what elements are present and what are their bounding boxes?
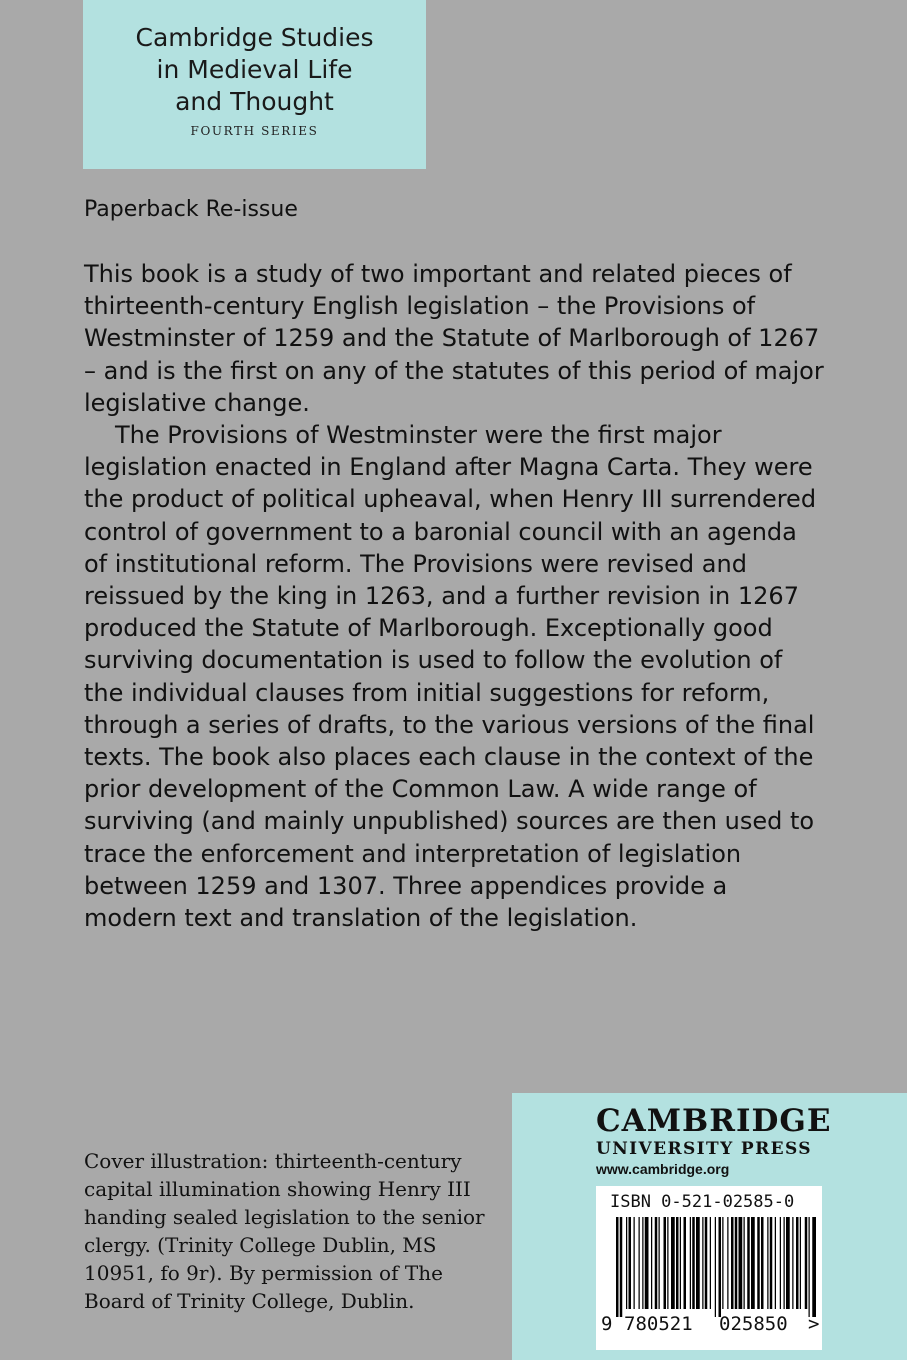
barcode-bar — [702, 1217, 703, 1309]
barcode-bar — [796, 1217, 799, 1309]
barcode-bar — [667, 1217, 668, 1309]
barcode-bar — [715, 1217, 716, 1317]
barcode-bar — [676, 1217, 679, 1309]
barcode-bar — [809, 1217, 810, 1317]
barcode-bar — [719, 1217, 722, 1317]
barcode-bar — [616, 1217, 619, 1317]
isbn-label: ISBN 0-521-02585-0 — [610, 1192, 795, 1212]
publisher-panel — [512, 1093, 907, 1360]
series-subtitle: FOURTH SERIES — [190, 124, 319, 138]
barcode-bar — [684, 1217, 687, 1309]
barcode-bar — [739, 1217, 743, 1309]
barcode-bar — [659, 1217, 660, 1309]
series-title-line2: in Medieval Life — [156, 55, 353, 84]
ean-arrow: > — [808, 1313, 820, 1335]
barcode-bar — [620, 1217, 623, 1317]
cover-credit: Cover illustration: thirteenth-century capital illumination showing Henry III handing sealed legislation to the senior clergy. (Trinity College Dublin, MS 10951, fo 9r). By permission of The Board of Trinity College, Dublin. — [84, 1149, 485, 1313]
barcode-bar — [800, 1217, 801, 1309]
barcode-bar — [731, 1217, 734, 1309]
barcode-bar — [671, 1217, 675, 1309]
barcode-bar — [651, 1217, 652, 1309]
barcode-bar — [645, 1217, 649, 1309]
barcode-bar — [757, 1217, 760, 1309]
barcode-bar — [626, 1217, 627, 1309]
barcode-bar — [751, 1217, 755, 1309]
barcode-bar — [786, 1217, 790, 1309]
blurb — [84, 258, 824, 934]
series-banner — [83, 0, 426, 169]
barcode-bar — [780, 1217, 781, 1309]
barcode-bar — [655, 1217, 658, 1309]
barcode-bar — [692, 1217, 695, 1309]
barcode-bar — [784, 1217, 785, 1309]
publisher-url[interactable]: www.cambridge.org — [596, 1161, 730, 1177]
ean-first-digit: 9 — [601, 1313, 613, 1335]
barcode-bar — [812, 1217, 816, 1317]
publisher-name: CAMBRIDGE — [596, 1103, 832, 1139]
series-title-line3: and Thought — [175, 87, 334, 116]
series-title — [83, 22, 426, 118]
barcode-bar — [696, 1217, 700, 1309]
barcode-bar — [761, 1217, 764, 1309]
barcode-bar — [722, 1217, 723, 1309]
barcode-bar — [629, 1217, 632, 1309]
barcode-panel — [596, 1186, 822, 1350]
barcode-bar — [680, 1217, 681, 1309]
barcode-bar — [735, 1217, 738, 1309]
ean-left-group: 780521 — [624, 1313, 693, 1335]
ean-right-group: 025850 — [719, 1313, 788, 1335]
barcode-bar — [634, 1217, 635, 1309]
barcode-bar — [642, 1217, 643, 1309]
series-title-line1: Cambridge Studies — [135, 23, 374, 52]
edition-label: Paperback Re-issue — [84, 197, 298, 222]
barcode-bar — [710, 1217, 711, 1309]
barcode-bar — [639, 1217, 640, 1309]
barcode-bar — [792, 1217, 793, 1309]
barcode-bar — [770, 1217, 773, 1309]
barcode-bar — [747, 1217, 750, 1309]
barcode-bar — [805, 1217, 808, 1309]
barcode-bar — [744, 1217, 745, 1309]
blurb-paragraph-2: The Provisions of Westminster were the first major legislation enacted in England after Magna Carta. They were the product of political upheaval, when Henry III surrendered control of government to a baronial council with an agenda of institutional reform. The Provisions were revised and reissued by the king in 1263, and a further revision in 1267 produced the Statute of Marlborough. Exceptionally good surviving documentation is used to follow the evolution of the individual clauses from initial suggestions for reform, through a series of drafts, to the various versions of the final texts. The book also places each clause in the context of the prior development of the Common Law. A wide range of surviving (and mainly unpublished) sources are then used to trace the enforcement and interpretation of legislation between 1259 and 1307. Three appendices provide a modern text and translation of the legislation. — [84, 421, 817, 933]
barcode-bar — [664, 1217, 667, 1309]
barcode-bar — [727, 1217, 728, 1309]
barcode-bar — [705, 1217, 708, 1309]
barcode-bar — [775, 1217, 776, 1309]
barcode-icon — [616, 1217, 816, 1317]
publisher-subname: UNIVERSITY PRESS — [596, 1139, 812, 1159]
barcode-bar — [767, 1217, 768, 1309]
barcode-bar — [690, 1217, 691, 1309]
blurb-paragraph-1: This book is a study of two important and related pieces of thirteenth-century English legislation – the Provisions of Westminster of 1259 and the Statute of Marlborough of 1267 – and is the first on any of the statutes of this period of major legislative change. — [84, 260, 824, 417]
